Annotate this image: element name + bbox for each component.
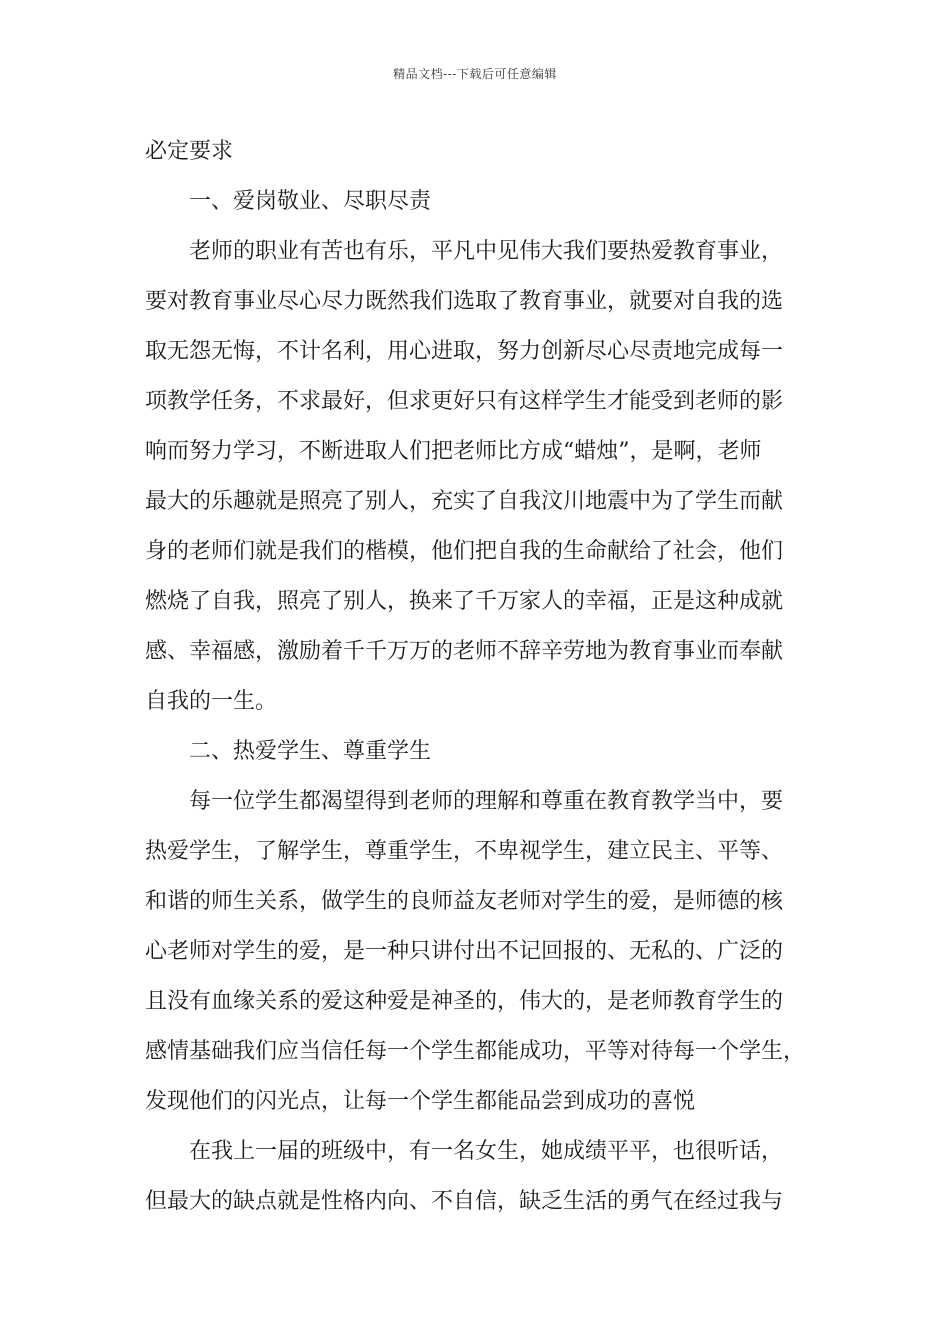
text-line: 感情基础我们应当信任每一个学生都能成功，平等对待每一个学生， bbox=[145, 1039, 806, 1064]
text-line: 响而努力学习，不断进取人们把老师比方成“蜡烛”，是啊，老师 bbox=[145, 439, 762, 464]
text-line: 项教学任务，不求最好，但求更好只有这样学生才能受到老师的影 bbox=[145, 389, 784, 414]
text-line: 感、幸福感，激励着千千万万的老师不辞辛劳地为教育事业而奉献 bbox=[145, 639, 784, 664]
text-line: 心老师对学生的爱，是一种只讲付出不记回报的、无私的、广泛的 bbox=[145, 939, 784, 964]
text-line: 一、爱岗敬业、尽职尽责 bbox=[189, 189, 432, 214]
text-line: 老师的职业有苦也有乐，平凡中见伟大我们要热爱教育事业， bbox=[189, 239, 784, 264]
text-line: 每一位学生都渴望得到老师的理解和尊重在教育教学当中，要 bbox=[189, 789, 784, 814]
text-line: 要对教育事业尽心尽力既然我们选取了教育事业，就要对自我的选 bbox=[145, 289, 784, 314]
text-line: 但最大的缺点就是性格内向、不自信，缺乏生活的勇气在经过我与 bbox=[145, 1189, 784, 1214]
text-line: 燃烧了自我，照亮了别人，换来了千万家人的幸福，正是这种成就 bbox=[145, 589, 784, 614]
text-line: 身的老师们就是我们的楷模，他们把自我的生命献给了社会，他们 bbox=[145, 539, 784, 564]
text-line: 在我上一届的班级中，有一名女生，她成绩平平，也很听话， bbox=[189, 1139, 784, 1164]
page-header: 精品文档---下载后可任意编辑 bbox=[393, 67, 557, 81]
text-line: 必定要求 bbox=[145, 139, 234, 164]
document-body bbox=[145, 127, 835, 1227]
text-line: 最大的乐趣就是照亮了别人，充实了自我汶川地震中为了学生而献 bbox=[145, 489, 784, 514]
text-line: 和谐的师生关系，做学生的良师益友老师对学生的爱，是师德的核 bbox=[145, 889, 784, 914]
text-line: 发现他们的闪光点，让每一个学生都能品尝到成功的喜悦 bbox=[145, 1089, 696, 1114]
text-line: 取无怨无悔，不计名利，用心进取，努力创新尽心尽责地完成每一 bbox=[145, 339, 784, 364]
text-line: 且没有血缘关系的爱这种爱是神圣的，伟大的，是老师教育学生的 bbox=[145, 989, 784, 1014]
text-line: 自我的一生。 bbox=[145, 689, 278, 714]
text-line: 二、热爱学生、尊重学生 bbox=[189, 739, 432, 764]
text-line: 热爱学生，了解学生，尊重学生，不卑视学生，建立民主、平等、 bbox=[145, 839, 784, 864]
